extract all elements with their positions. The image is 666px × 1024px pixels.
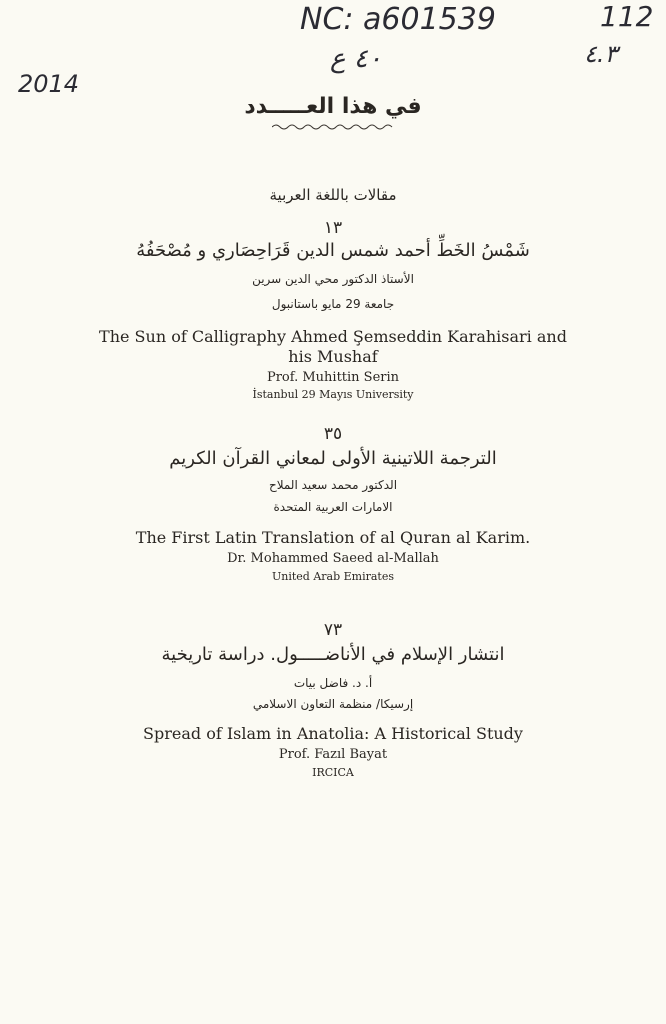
handwritten-nc-number: NC: a601539 [300, 2, 496, 37]
wavy-underline [272, 122, 396, 132]
article-arabic-institution: جامعة 29 مايو باستانبول [271, 297, 395, 311]
article-english-title-cont: his Mushaf [288, 347, 378, 366]
handwritten-arabic-note: ٤.٣ [584, 40, 618, 68]
article-english-institution: IRCICA [312, 766, 354, 779]
article-english-title: The Sun of Calligraphy Ahmed Şemseddin Karahisari and [99, 327, 567, 346]
handwritten-fraction: 112 [600, 0, 654, 33]
article-arabic-title: انتشار الإسلام في الأناضـــــول. دراسة تاريخية [161, 644, 505, 665]
article-page-number: ٧٣ [323, 620, 343, 640]
article-english-author: Prof. Fazıl Bayat [278, 747, 388, 762]
article-arabic-title: الترجمة اللاتينية الأولى لمعاني القرآن الكريم [169, 448, 497, 469]
handwritten-year: 2014 [18, 70, 80, 98]
article-english-institution: İstanbul 29 Mayıs University [252, 388, 414, 401]
article-english-title: The First Latin Translation of al Quran al Karim. [135, 528, 531, 547]
article-arabic-author: الأستاذ الدكتور محي الدين سرين [252, 272, 414, 286]
article-english-author: Dr. Mohammed Saeed al-Mallah [227, 551, 439, 566]
section-heading: مقالات باللغة العربية [269, 186, 397, 204]
article-english-author: Prof. Muhittin Serin [266, 370, 400, 385]
article-english-institution: United Arab Emirates [271, 570, 394, 583]
article-arabic-author: أ. د. فاضل بيات [293, 676, 373, 690]
article-arabic-institution: الامارات العربية المتحدة [273, 500, 393, 514]
contents-title: في هذا العـــــدد [244, 94, 422, 119]
article-arabic-author: الدكتور محمد سعيد الملاح [268, 478, 398, 492]
article-arabic-title: شَمْسُ الخَطِّ أحمد شمس الدين قَرَاحِصَاري و مُصْحَفُهُ [136, 240, 530, 261]
article-english-title: Spread of Islam in Anatolia: A Historical Study [143, 724, 523, 743]
article-page-number: ١٣ [323, 218, 343, 238]
article-page-number: ٣٥ [323, 424, 343, 444]
article-arabic-institution: إرسيكا/ منظمة التعاون الاسلامي [252, 697, 414, 711]
handwritten-volume: ٤٠ ع [330, 44, 382, 74]
